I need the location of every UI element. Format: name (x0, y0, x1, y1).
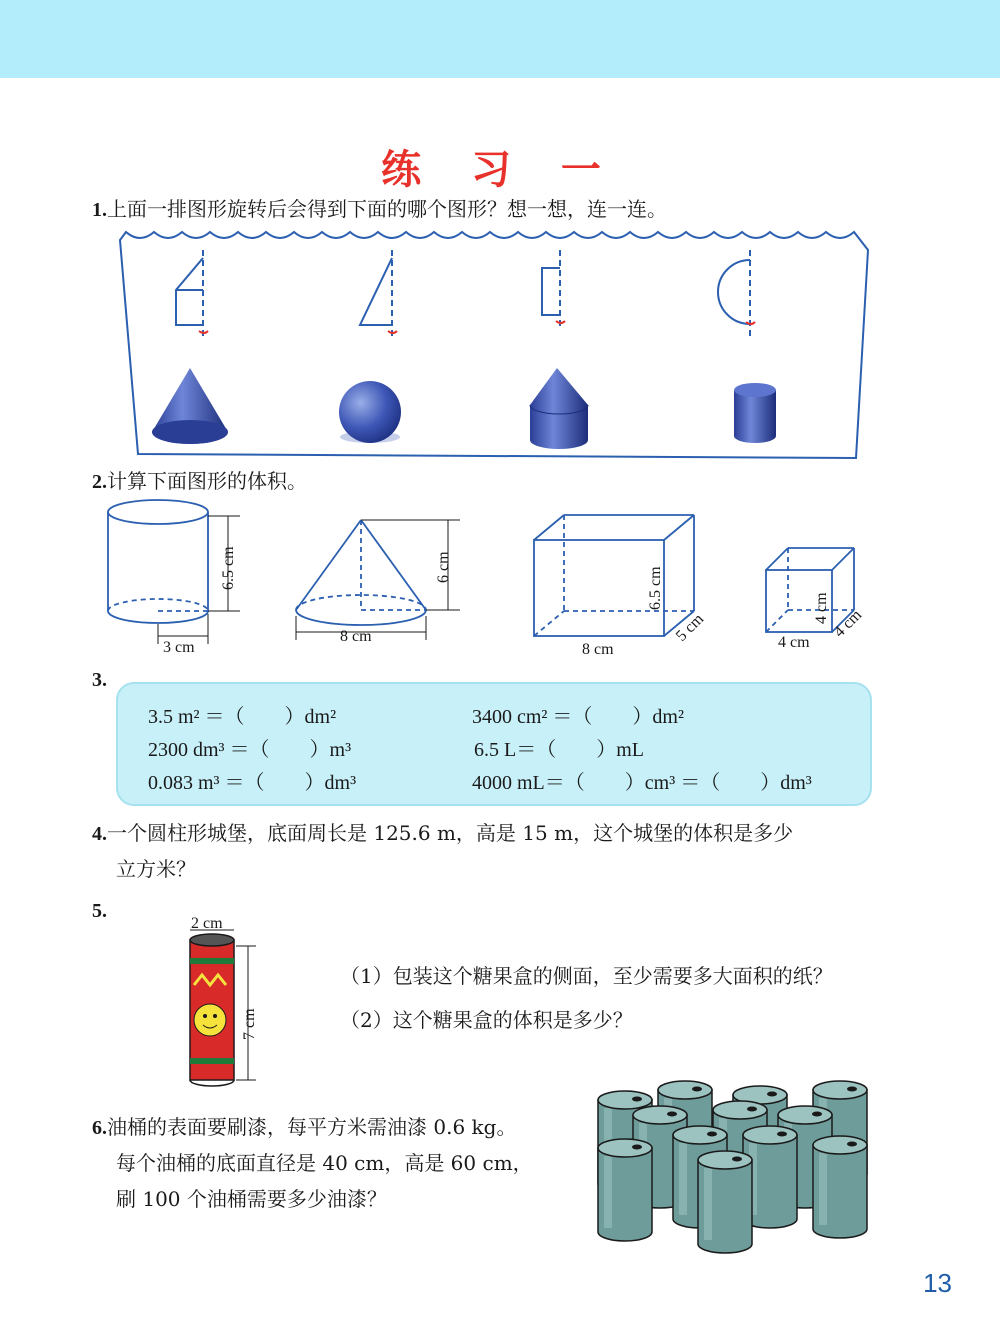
page-number: 13 (923, 1268, 952, 1298)
oil-drum (813, 1136, 867, 1238)
cylinder-radius-label: 3 cm (163, 639, 195, 656)
candy-box-diameter-label: 2 cm (191, 915, 223, 932)
conversion-r3a: 0.083 m³ ＝（ ）dm³ (148, 772, 357, 794)
conversion-r1b: 3400 cm² ＝（ ）dm² (472, 706, 684, 728)
question-1-number: 1. (92, 199, 107, 221)
conversion-r2a: 2300 dm³ ＝（ ）m³ (148, 739, 352, 761)
conversion-r1a: 3.5 m² ＝（ ）dm² (148, 706, 337, 728)
cube-width-label: 4 cm (830, 606, 866, 641)
question-6-line3: 刷 100 个油桶需要多少油漆？ (116, 1187, 387, 1211)
cuboid-height-label: 6.5 cm (647, 566, 664, 610)
exercise-title: 练 习 一 (381, 147, 619, 193)
question-5-number: 5. (92, 900, 107, 922)
question-6-line2: 每个油桶的底面直径是 40 cm，高是 60 cm， (116, 1151, 533, 1175)
cube-height-label: 4 cm (813, 592, 830, 624)
cone-diameter-label: 8 cm (340, 628, 372, 645)
question-2-number: 2. (92, 471, 107, 493)
question-1-text: 上面一排图形旋转后会得到下面的哪个图形？想一想，连一连。 (107, 197, 667, 221)
question-4-line2: 立方米？ (116, 857, 196, 881)
question-5-sub1: （1）包装这个糖果盒的侧面，至少需要多大面积的纸？ (340, 964, 833, 988)
candy-box-height-label: 7 cm (241, 1008, 258, 1040)
question-4-line1: 一个圆柱形城堡，底面周长是 125.6 m，高是 15 m，这个城堡的体积是多少 (107, 821, 794, 845)
cuboid-width-label: 5 cm (672, 610, 708, 645)
question-5-sub2: （2）这个糖果盒的体积是多少？ (340, 1008, 633, 1032)
oil-drum (598, 1139, 652, 1241)
cuboid-length-label: 8 cm (582, 641, 614, 658)
question-4-number: 4. (92, 823, 107, 845)
cylinder-height-label: 6.5 cm (220, 546, 237, 590)
question-2-text: 计算下面图形的体积。 (107, 469, 307, 493)
cone-height-label: 6 cm (435, 551, 452, 583)
conversion-r3b: 4000 mL＝（ ）cm³ ＝（ ）dm³ (472, 772, 812, 794)
cube-length-label: 4 cm (778, 634, 810, 651)
conversion-r2b: 6.5 L＝（ ）mL (474, 739, 644, 761)
question-6-line1: 油桶的表面要刷漆，每平方米需油漆 0.6 kg。 (107, 1115, 517, 1139)
question-3-number: 3. (92, 669, 107, 691)
question-6-number: 6. (92, 1117, 107, 1139)
oil-drum (698, 1151, 752, 1253)
